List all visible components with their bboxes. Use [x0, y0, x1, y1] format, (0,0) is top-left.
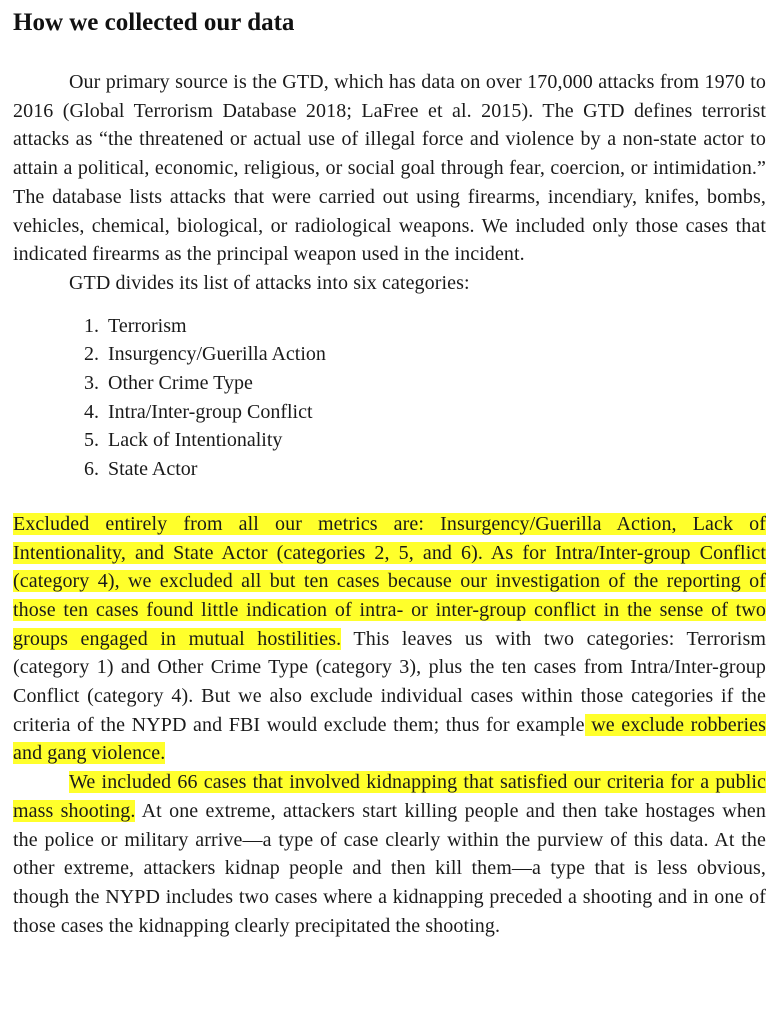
highlighted-text: Excluded entirely from all our metrics are: Insurgency/Guerilla Action, Lack of Intentionality, and State Actor (categories 2, 5, and 6). As for Intra/Inter-group Conflict (category 4), we excluded all but ten cases because our investigation of the reporting of those ten cases found little indication of intra- or inter-group conflict in the sense of two groups engaged in mutual hostilities.: [13, 512, 766, 650]
list-item: [84, 312, 766, 341]
highlighted-text: we exclude robberies and gang violence.: [13, 713, 766, 765]
category-list: [13, 312, 766, 484]
section-heading: How we collected our data: [13, 9, 295, 36]
paragraph-kidnapping: [13, 768, 766, 940]
list-number: 1.: [84, 314, 99, 337]
list-item: [84, 426, 766, 455]
list-label: Insurgency/Guerilla Action: [108, 343, 326, 366]
list-number: 3.: [84, 372, 99, 395]
list-item: [84, 455, 766, 484]
list-label: Intra/Inter-group Conflict: [108, 400, 313, 423]
list-number: 5.: [84, 429, 99, 452]
list-item: [84, 340, 766, 369]
list-item: [84, 398, 766, 427]
paragraph-exclusions: [13, 510, 766, 768]
body-text: This leaves us with two categories: Terrorism (category 1) and Other Crime Type (category 3), plus the ten cases from Intra/Inter-group Conflict (category 4). But we also exclude individual cases within those categories if the criteria of the NYPD and FBI would exclude them; thus for example: [13, 627, 766, 736]
list-label: Other Crime Type: [108, 372, 253, 395]
list-label: Terrorism: [108, 314, 187, 337]
list-label: Lack of Intentionality: [108, 429, 283, 452]
spacer: [13, 494, 766, 510]
paragraph-categories-intro: GTD divides its list of attacks into six categories:: [69, 271, 470, 294]
list-item: [84, 369, 766, 398]
highlighted-text: We included 66 cases that involved kidnapping that satisfied our criteria for a public mass shooting.: [13, 771, 766, 822]
list-number: 6.: [84, 458, 99, 481]
list-number: 2.: [84, 343, 99, 366]
list-number: 4.: [84, 400, 99, 423]
body-text: At one extreme, attackers start killing people and then take hostages when the police or military arrive—a type of case clearly within the purview of this data. At the other extreme, attackers kidnap people and then kill them—a type that is less obvious, though the NYPD includes two cases where a kidnapping preceded a shooting and in one of those cases the kidnapping clearly precipitated the shooting.: [13, 799, 767, 937]
paragraph-primary-source: Our primary source is the GTD, which has data on over 170,000 attacks from 1970 to 2016 (Global Terrorism Database 2018; LaFree et al. 2015). The GTD defines terrorist attacks as “the threatened or actual use of illegal force and violence by a non-state actor to attain a political, economic, religious, or social goal through fear, coercion, or intimidation.” The database lists attacks that were carried out using firearms, incendiary, knifes, bombs, vehicles, chemical, biological, or radiological weapons. We included only those cases that indicated firearms as the principal weapon used in the incident.: [13, 71, 766, 266]
list-label: State Actor: [108, 458, 198, 481]
